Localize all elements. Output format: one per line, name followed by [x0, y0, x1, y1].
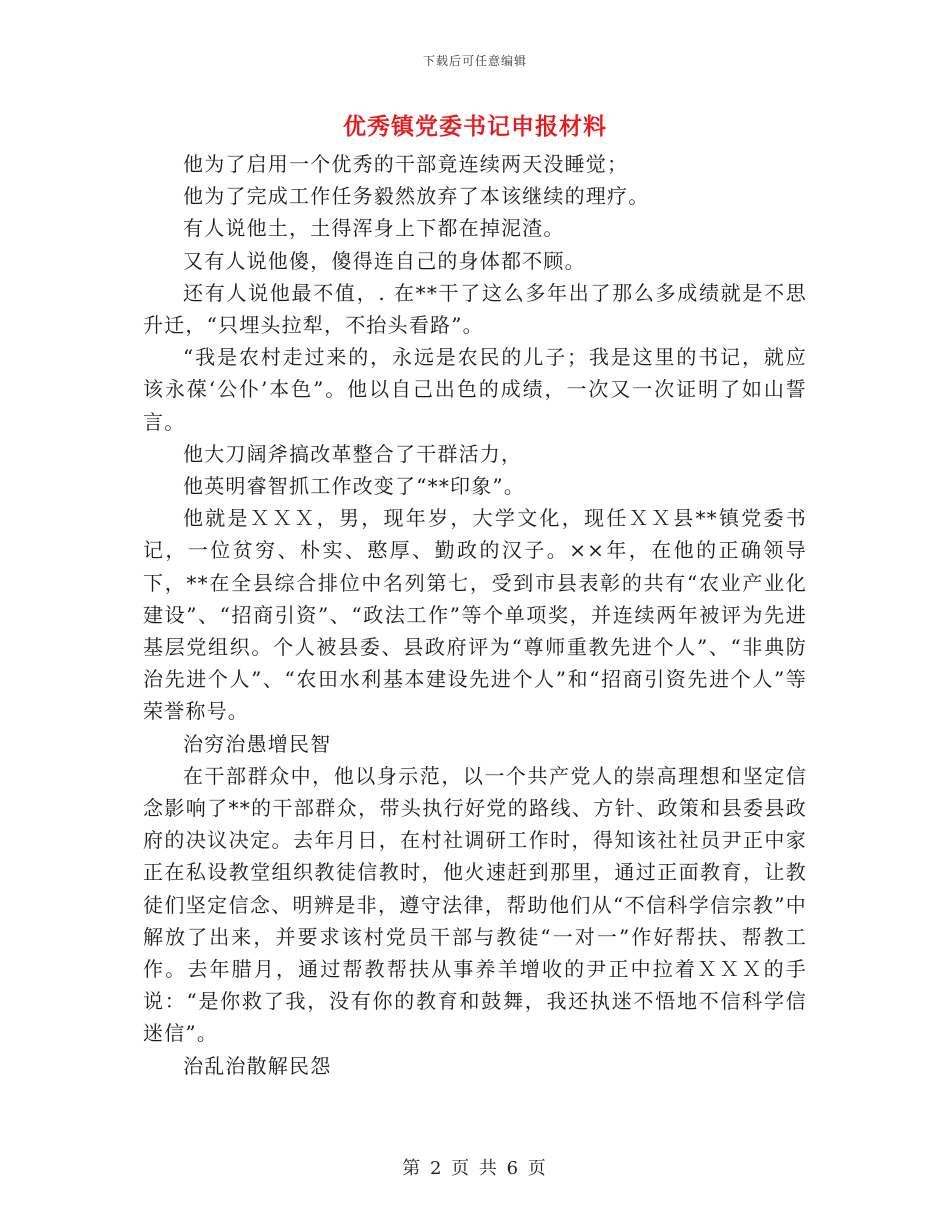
page-footer [0, 1154, 950, 1180]
paragraph: 他就是ＸＸＸ，男，现年岁，大学文化，现任ＸＸ县**镇党委书记，一位贫穷、朴实、憨厚、勤政的汉子。××年，在他的正确领导下，**在全县综合排位中名列第七，受到市县表彰的共有“农业产业化建设”、“招商引资”、“政法工作”等个单项奖，并连续两年被评为先进基层党组织。个人被县委、县政府评为“尊师重教先进个人”、“非典防治先进个人”、“农田水利基本建设先进个人”和“招商引资先进个人”等荣誉称号。 [143, 506, 807, 724]
paragraph: 有人说他土，土得浑身上下都在掉泥渣。 [183, 216, 565, 241]
document-body [143, 148, 807, 1082]
total-page-count: 6 [506, 1158, 521, 1179]
footer-suffix: 页 [527, 1158, 548, 1179]
paragraph: 又有人说他傻，傻得连自己的身体都不顾。 [183, 248, 586, 273]
paragraph: 在干部群众中，他以身示范，以一个共产党人的崇高理想和坚定信念影响了**的干部群众，带头执行好党的路线、方针、政策和县委县政府的决议决定。去年月日，在村社调研工作时，得知该社社员尹正中家正在私设教堂组织教徒信教时，他火速赶到那里，通过正面教育，让教徒们坚定信念、明辨是非，遵守法律，帮助他们从“不信科学信宗教”中解放了出来，并要求该村党员干部与教徒“一对一”作好帮扶、帮教工作。去年腊月，通过帮教帮扶从事养羊增收的尹正中拉着ＸＸＸ的手说：“是你救了我，没有你的教育和鼓舞，我还执迷不悟地不信科学信迷信”。 [143, 763, 807, 1046]
current-page-number: 2 [429, 1158, 444, 1179]
document-title: 优秀镇党委书记申报材料 [343, 113, 607, 140]
paragraph: 他英明睿智抓工作改变了“**印象”。 [183, 474, 526, 499]
header-note: 下载后可任意编辑 [422, 54, 527, 68]
section-heading: 治乱治散解民怨 [183, 1053, 332, 1078]
footer-total-word: 共 [478, 1158, 499, 1179]
paragraph: 他为了完成工作任务毅然放弃了本该继续的理疗。 [183, 184, 650, 209]
section-heading: 治穷治愚增民智 [183, 731, 332, 756]
paragraph: 他大刀阔斧搞改革整合了干群活力， [183, 441, 523, 466]
footer-page-word: 页 [451, 1158, 472, 1179]
footer-prefix: 第 [402, 1158, 423, 1179]
paragraph: 他为了启用一个优秀的干部竟连续两天没睡觉； [183, 152, 629, 176]
paragraph: “我是农村走过来的，永远是农民的儿子；我是这里的书记，就应该永葆‘公仆’本色”。他以自己出色的成绩，一次又一次证明了如山誓言。 [143, 345, 807, 434]
paragraph: 还有人说他最不值，. 在**干了这么多年出了那么多成绩就是不思升迁，“只埋头拉犁，不抬头看路”。 [143, 280, 807, 338]
